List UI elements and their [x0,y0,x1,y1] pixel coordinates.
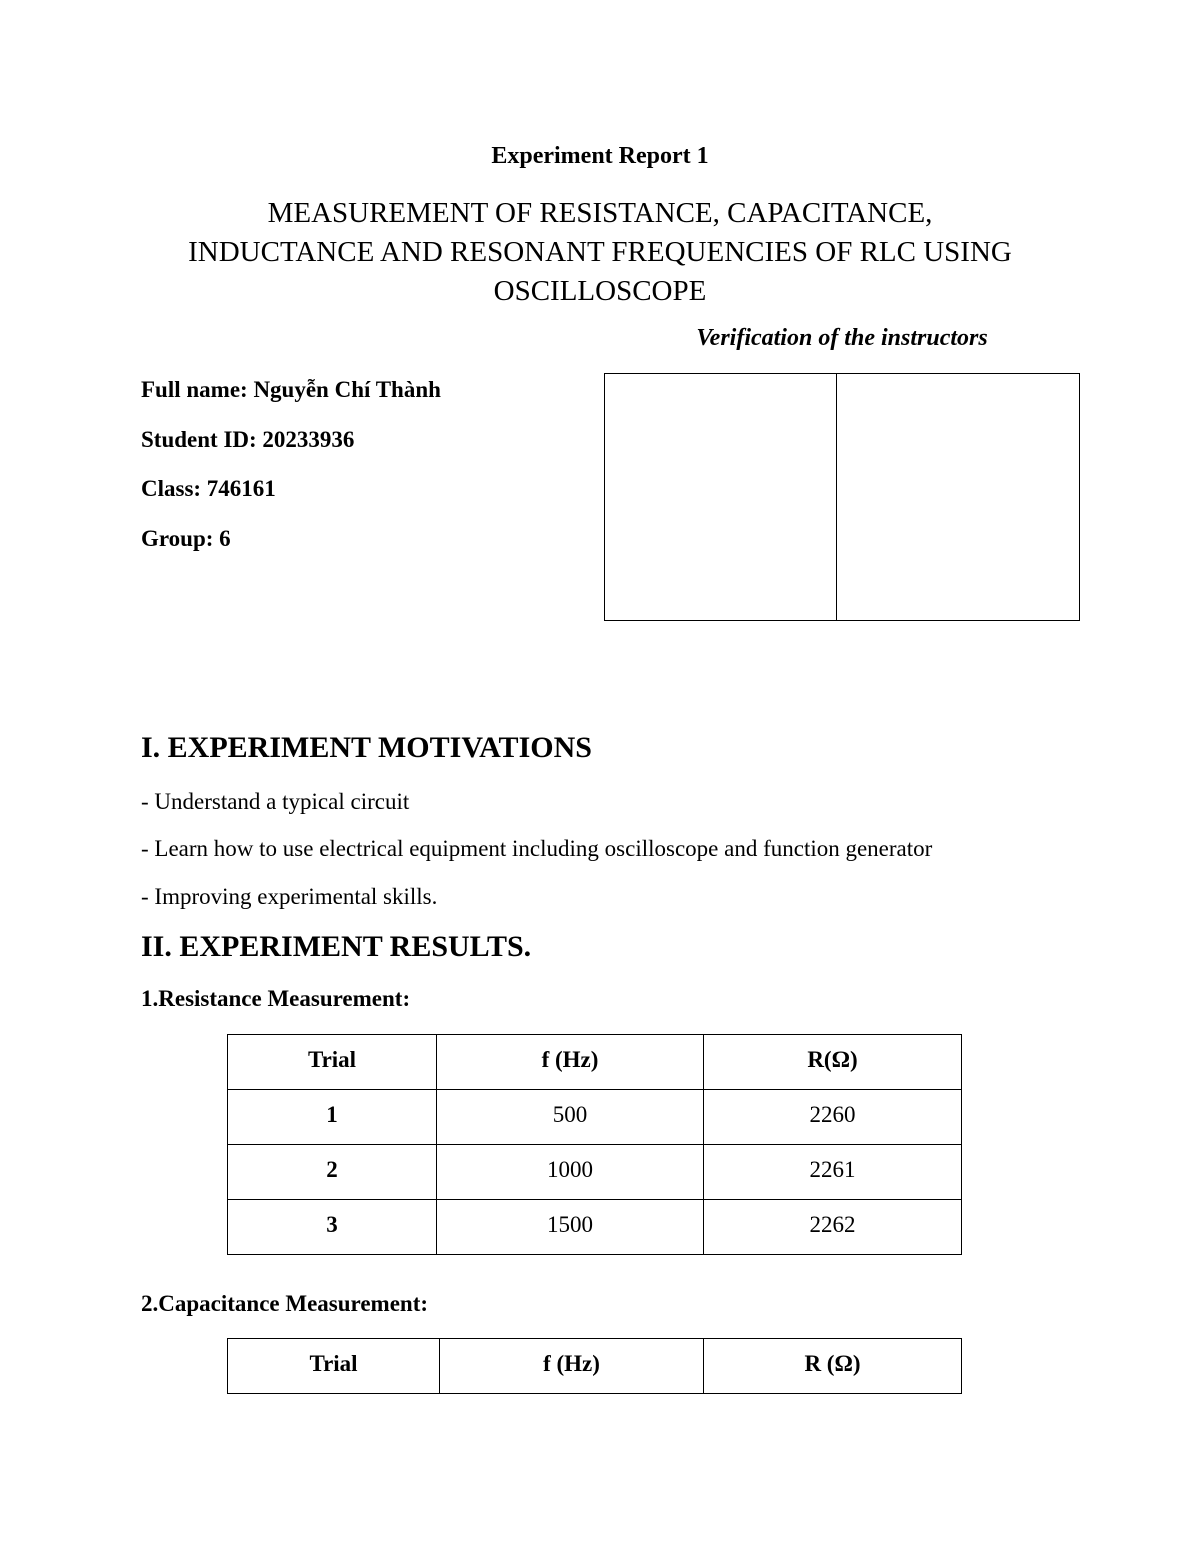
resistance-heading: 1.Resistance Measurement: [141,986,411,1011]
frequency-cell: 1000 [437,1145,704,1200]
motivation-item: - Understand a typical circuit [141,789,410,814]
table-row [228,1145,962,1200]
column-header-resistance: R (Ω) [704,1339,962,1394]
report-title-line: OSCILLOSCOPE [493,275,707,307]
report-title-line: MEASUREMENT OF RESISTANCE, CAPACITANCE, [267,197,933,229]
capacitance-heading: 2.Capacitance Measurement: [141,1291,429,1316]
section-heading-motivations: I. EXPERIMENT MOTIVATIONS [141,731,592,764]
section-heading-results: II. EXPERIMENT RESULTS. [141,930,532,963]
group-number: Group: 6 [141,526,231,551]
resistance-cell: 2260 [704,1090,962,1145]
table-row [228,1200,962,1255]
motivation-item: - Learn how to use electrical equipment including oscilloscope and function generator [141,836,933,861]
table-row [228,1090,962,1145]
frequency-cell: 1500 [437,1200,704,1255]
resistance-cell: 2261 [704,1145,962,1200]
column-header-frequency: f (Hz) [437,1035,704,1090]
full-name: Full name: Nguyễn Chí Thành [141,377,441,402]
motivation-item: - Improving experimental skills. [141,884,438,909]
verification-label: Verification of the instructors [696,325,988,351]
report-subtitle: Experiment Report 1 [491,143,709,169]
verification-cell-right [837,374,1079,620]
column-header-frequency: f (Hz) [440,1339,704,1394]
student-id: Student ID: 20233936 [141,427,355,452]
trial-cell: 2 [228,1145,437,1200]
resistance-cell: 2262 [704,1200,962,1255]
frequency-cell: 500 [437,1090,704,1145]
column-header-trial: Trial [228,1339,440,1394]
verification-box [604,373,1080,621]
resistance-table [227,1034,962,1255]
capacitance-table [227,1338,962,1394]
table-header-row [228,1339,962,1394]
column-header-trial: Trial [228,1035,437,1090]
table-header-row [228,1035,962,1090]
report-title [120,194,1080,311]
verification-cell-left [605,374,837,620]
trial-cell: 3 [228,1200,437,1255]
trial-cell: 1 [228,1090,437,1145]
class-number: Class: 746161 [141,476,276,501]
column-header-resistance: R(Ω) [704,1035,962,1090]
report-title-line: INDUCTANCE AND RESONANT FREQUENCIES OF RLC USING [188,236,1012,268]
